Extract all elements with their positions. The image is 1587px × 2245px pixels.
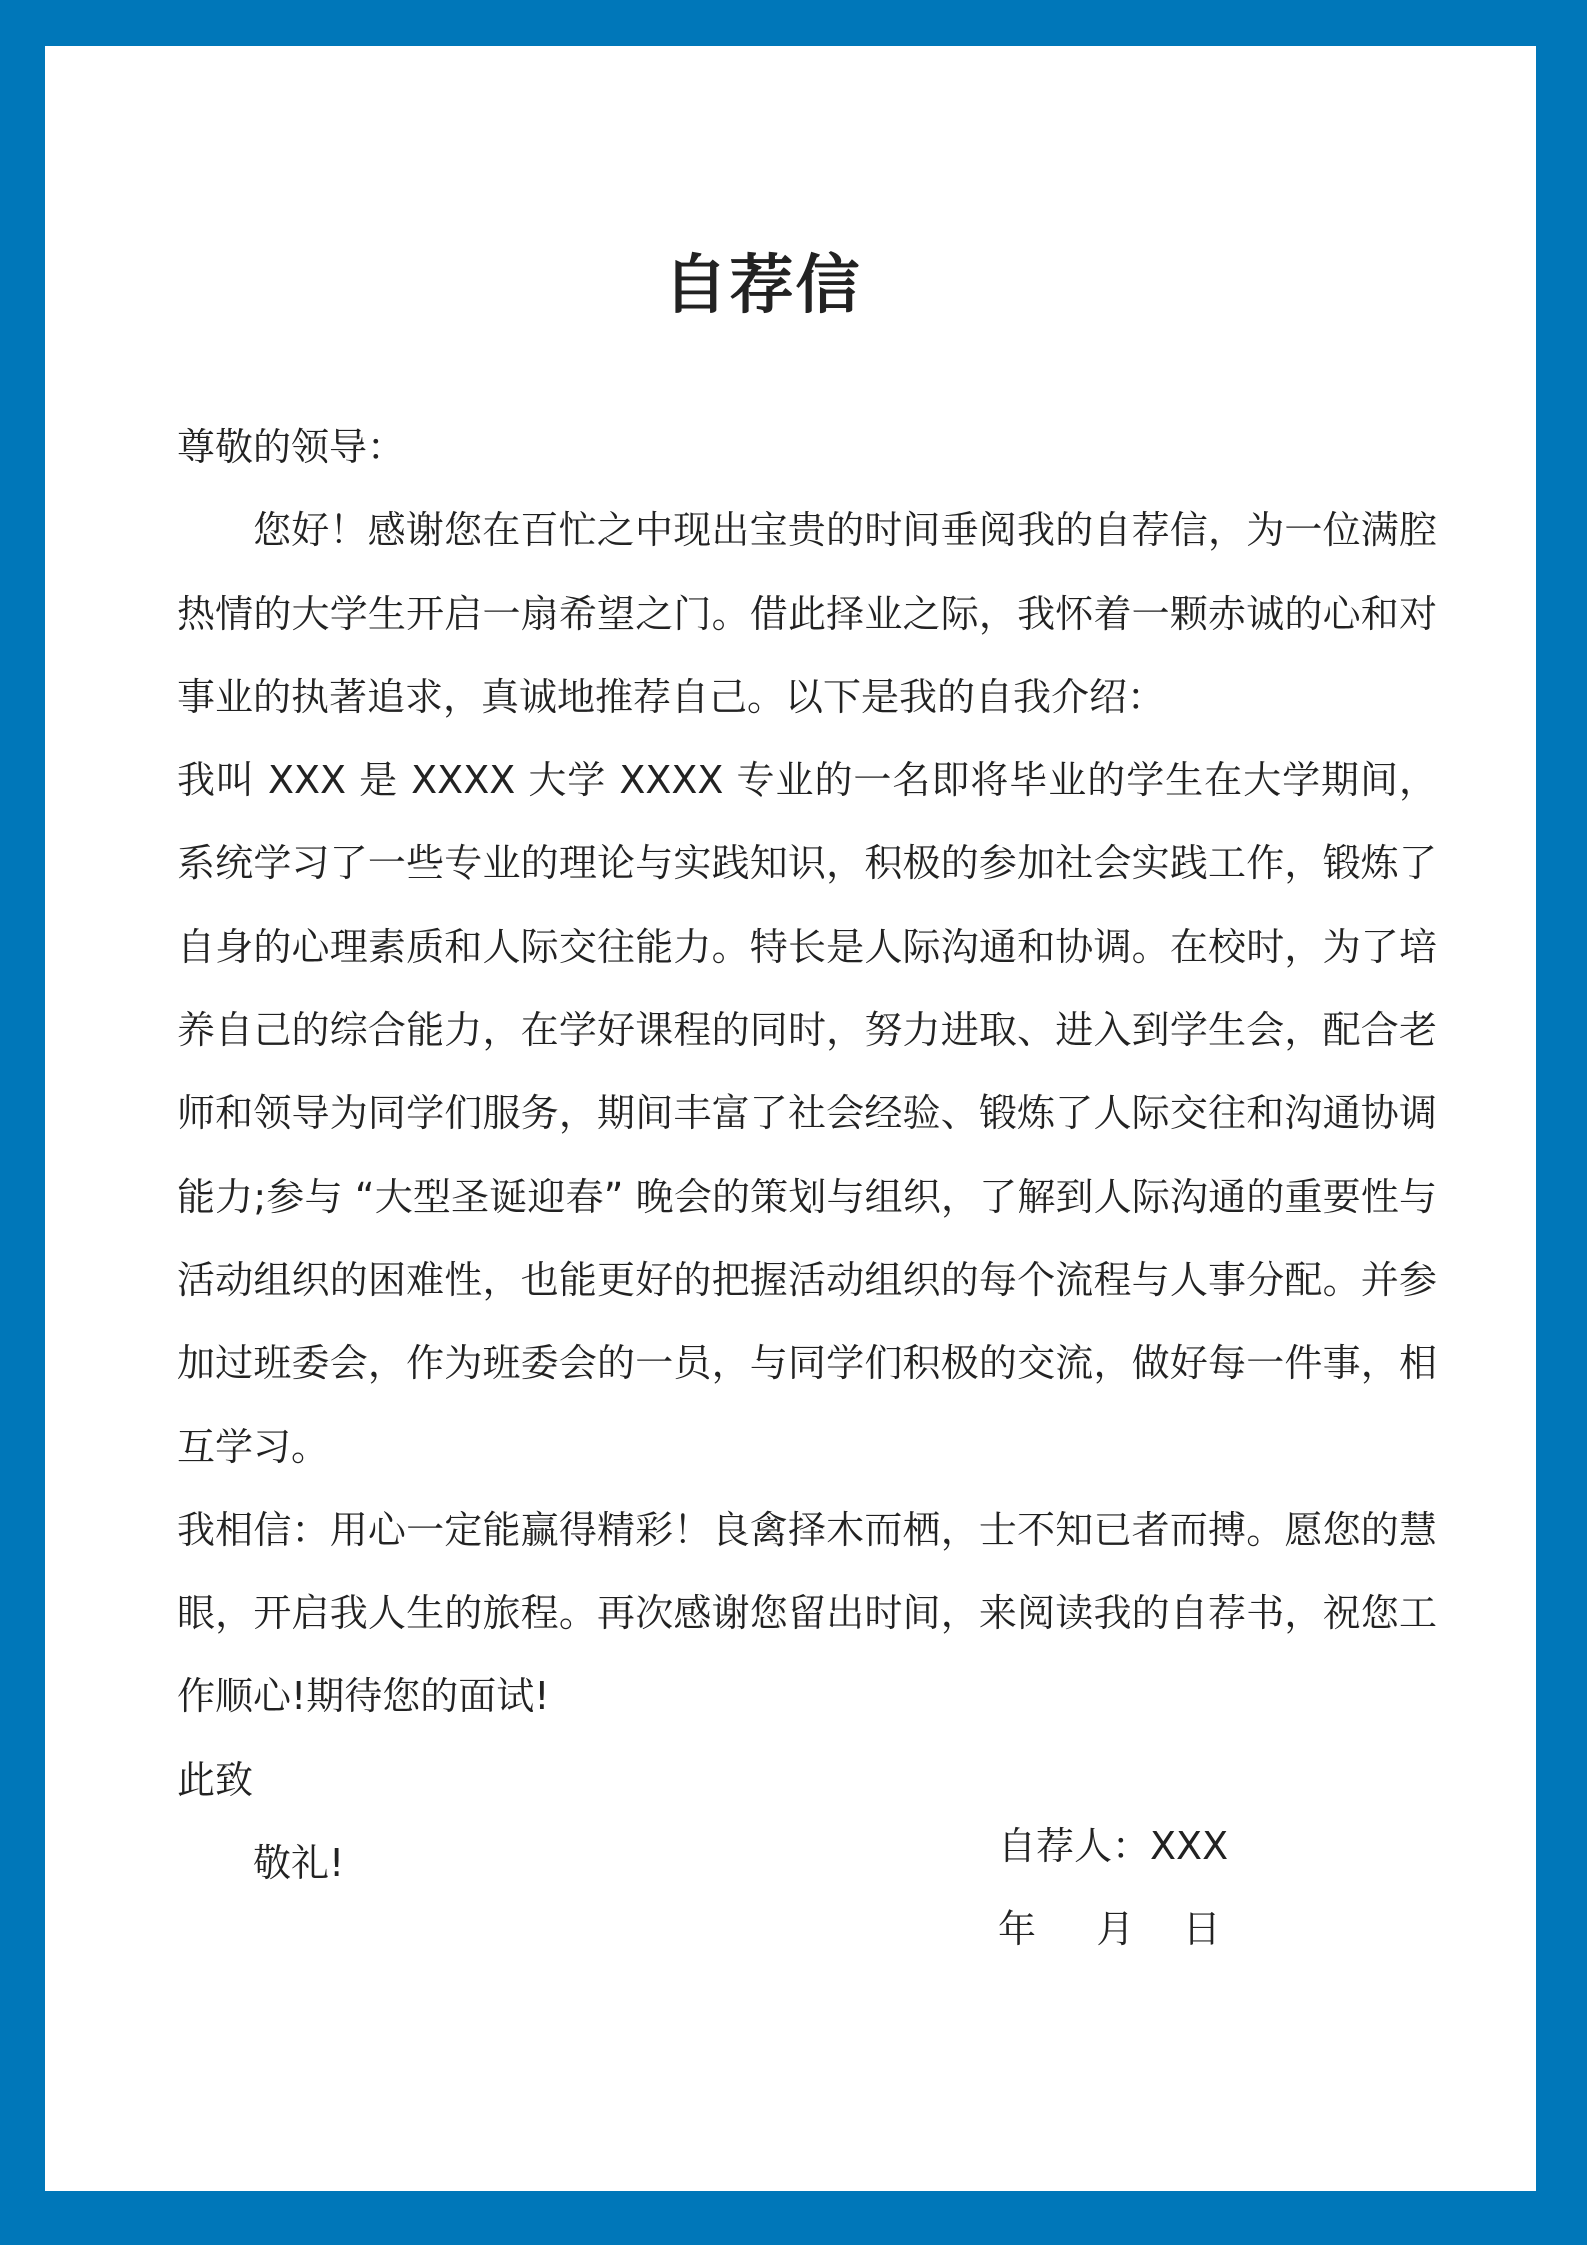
signature: 自荐人：XXX (998, 1824, 1229, 1868)
paragraph-conclusion: 我相信：用心一定能赢得精彩！良禽择木而栖，士不知已者而搏。愿您的慧眼，开启我人生的旅程。再次感谢您留出时间，来阅读我的自荐书，祝您工作顺心!期待您的面试! (177, 1507, 1437, 1719)
closing: 此致 (177, 1757, 254, 1802)
paragraph-greeting: 您好！感谢您在百忙之中现出宝贵的时间垂阅我的自荐信，为一位满腔热情的大学生开启一扇希望之门。借此择业之际，我怀着一颗赤诚的心和对事业的执著追求，真诚地推荐自己。以下是我的自我介绍： (177, 508, 1437, 719)
letter-title: 自荐信 (663, 249, 862, 323)
salutation: 尊敬的领导： (177, 425, 406, 469)
date-line: 年 月 日 (998, 1907, 1221, 1951)
paragraph-introduction: 我叫 XXX 是 XXXX 大学 XXXX 专业的一名即将毕业的学生在大学期间，系统学习了一些专业的理论与实践知识，积极的参加社会实践工作，锻炼了自身的心理素质和人际交往能力。特长是人际沟通和协调。在校时，为了培养自己的综合能力，在学好课程的同时，努力进取、进入到学生会，配合老师和领导为同学们服务，期间丰富了社会经验、锻炼了人际交往和沟通协调能力;参与 “大型圣诞迎春” 晚会的策划与组织，了解到人际沟通的重要性与活动组织的困难性，也能更好的把握活动组织的每个流程与人事分配。并参加过班委会，作为班委会的一员，与同学们积极的交流，做好每一件事，相互学习。 (177, 758, 1437, 1469)
letter-body (177, 406, 1437, 1905)
closing-respect: 敬礼! (253, 1841, 345, 1886)
letter-page (45, 46, 1536, 2191)
